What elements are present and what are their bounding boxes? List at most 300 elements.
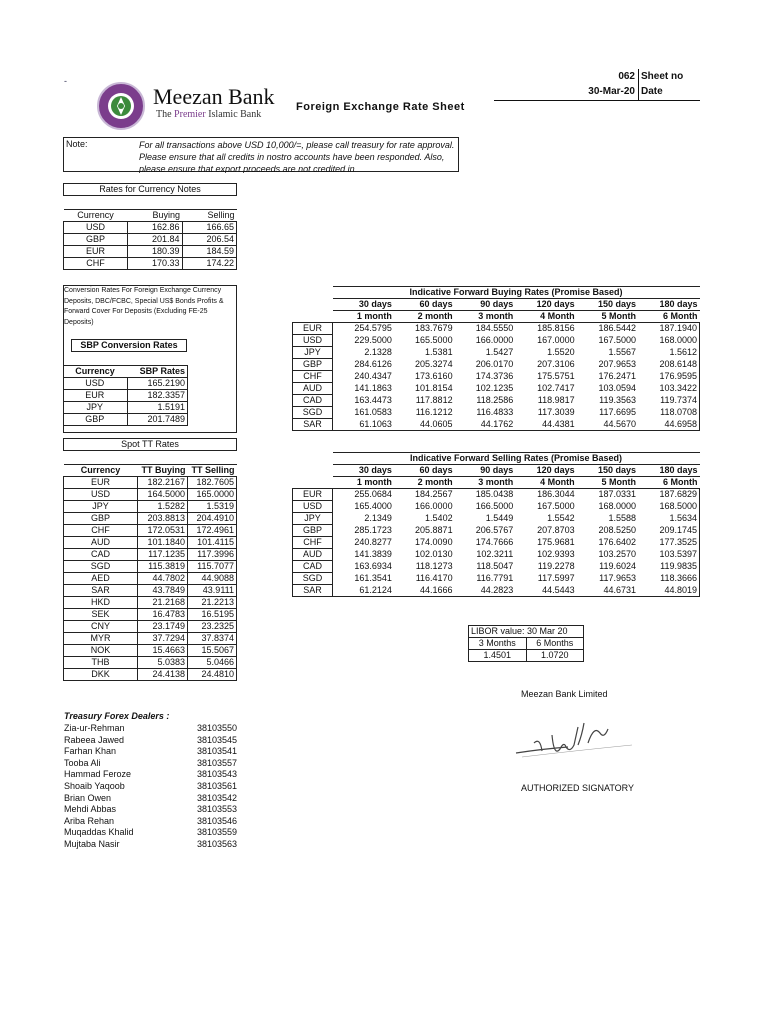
list-item — [64, 827, 264, 839]
fwd-rate: 44.0605 — [394, 419, 455, 431]
fwd-rate: 207.3106 — [537, 359, 575, 369]
tt-selling: 21.2213 — [188, 597, 237, 609]
fwd-rate: 285.1723 — [354, 525, 392, 535]
fwd-rate: 207.8703 — [537, 525, 575, 535]
fwd-rate: 240.8277 — [354, 537, 392, 547]
fwd-rate: 44.4381 — [515, 419, 576, 431]
fwd-rate: 103.0594 — [598, 383, 637, 393]
fwd-rate: 176.9595 — [638, 371, 699, 383]
dealer-name: Shoaib Yaqoob — [64, 780, 125, 791]
fwd-rate: 184.5550 — [475, 323, 514, 334]
table-row — [293, 383, 700, 395]
fwd-rate: 165.5000 — [415, 335, 453, 345]
cn-buying: 201.84 — [128, 234, 183, 246]
fwd-rate: 161.3541 — [354, 573, 392, 583]
table-row — [63, 390, 188, 402]
fwd-days-header: 180 days — [638, 465, 699, 477]
fwd-month-header: 3 month — [455, 311, 516, 323]
fwd-rate: 183.7679 — [415, 323, 453, 334]
fwd-rate: 2.1349 — [364, 513, 392, 523]
tt-buying: 43.7849 — [138, 585, 188, 597]
table-row — [64, 477, 237, 489]
cn-buying: 180.39 — [128, 246, 183, 258]
dealer-phone: 38103557 — [197, 757, 238, 768]
table-row — [64, 258, 237, 270]
fwd-currency: CAD — [293, 561, 333, 573]
table-row — [293, 395, 700, 407]
fwd-rate: 1.5588 — [608, 513, 637, 523]
tt-selling: 15.5067 — [188, 645, 237, 657]
cn-selling: 184.59 — [182, 246, 237, 258]
cn-selling: 206.54 — [182, 234, 237, 246]
fwd-rate: 117.8812 — [415, 395, 453, 405]
dealer-phone: 38103543 — [197, 769, 238, 780]
tt-buying: 21.2168 — [138, 597, 188, 609]
date-value: 30-Mar-20 — [588, 86, 635, 97]
forward-buying-table — [292, 286, 700, 431]
tt-buying: 5.0383 — [138, 657, 188, 669]
fwd-rate: 119.6024 — [599, 561, 637, 571]
libor-3m-value: 1.4501 — [469, 650, 527, 662]
tt-selling: 204.4910 — [188, 513, 237, 525]
cn-currency: GBP — [64, 234, 128, 246]
cn-header-selling: Selling — [182, 210, 237, 222]
tt-selling: 182.7605 — [188, 477, 237, 489]
table-row — [64, 537, 237, 549]
fwd-rate: 117.9653 — [599, 573, 637, 583]
table-row — [64, 585, 237, 597]
cn-currency: CHF — [64, 258, 128, 270]
fwd-days-header: 150 days — [577, 465, 638, 477]
list-item — [64, 746, 264, 758]
sbp-currency: USD — [63, 378, 127, 390]
fwd-rate: 117.3039 — [537, 407, 575, 417]
bank-logo — [97, 82, 145, 130]
fwd-rate: 167.0000 — [537, 335, 575, 345]
fwd-rate: 119.9835 — [638, 561, 699, 573]
fwd-currency: JPY — [293, 347, 333, 359]
list-item — [64, 735, 264, 747]
sbp-rate: 1.5191 — [127, 402, 188, 414]
page-title: Foreign Exchange Rate Sheet — [296, 101, 465, 113]
list-item — [64, 769, 264, 781]
fwd-rate: 44.6958 — [638, 419, 699, 431]
tt-currency: GBP — [64, 513, 138, 525]
dealer-name: Tooba Ali — [64, 757, 101, 768]
spot-tt-table — [63, 464, 237, 681]
fwd-rate: 44.2823 — [455, 585, 516, 597]
signatory-label: AUTHORIZED SIGNATORY — [521, 783, 635, 793]
sbp-header-rates: SBP Rates — [127, 366, 188, 378]
fwd-rate: 254.5795 — [354, 323, 392, 334]
tt-currency: SAR — [64, 585, 138, 597]
fwd-rate: 284.6126 — [354, 359, 392, 369]
table-row — [64, 549, 237, 561]
fwd-rate: 103.2570 — [598, 549, 637, 559]
fwd-rate: 163.4473 — [354, 395, 392, 405]
fwd-month-header: 1 month — [333, 311, 394, 323]
dealer-phone: 38103563 — [197, 838, 238, 849]
table-row — [293, 573, 700, 585]
fwd-days-header: 120 days — [515, 299, 576, 311]
table-row — [293, 489, 700, 501]
tt-buying: 24.4138 — [138, 669, 188, 681]
dealer-name: Hammad Feroze — [64, 769, 132, 780]
sbp-rate: 165.2190 — [127, 378, 188, 390]
table-row — [293, 561, 700, 573]
fwd-rate: 167.5000 — [598, 335, 637, 345]
fwd-days-header: 60 days — [394, 465, 455, 477]
sbp-rate: 201.7489 — [127, 414, 188, 426]
currency-notes-table — [63, 209, 237, 270]
libor-6m-value: 1.0720 — [526, 650, 584, 662]
fwd-rate: 1.5381 — [425, 347, 453, 357]
table-row — [63, 378, 188, 390]
libor-title: LIBOR value: 30 Mar 20 — [469, 626, 584, 638]
libor-box — [468, 625, 584, 662]
dealer-phone: 38103546 — [197, 815, 238, 826]
fwd-rate: 174.3736 — [475, 371, 514, 381]
table-row — [64, 501, 237, 513]
table-row — [64, 597, 237, 609]
tt-currency: AUD — [64, 537, 138, 549]
fwd-rate: 205.8871 — [415, 525, 453, 535]
fwd-rate: 1.5427 — [485, 347, 514, 357]
dealer-phone: 38103550 — [197, 723, 238, 733]
fwd-rate: 61.2124 — [333, 585, 394, 597]
tt-buying: 37.7294 — [138, 633, 188, 645]
tt-buying: 23.1749 — [138, 621, 188, 633]
tt-buying: 16.4783 — [138, 609, 188, 621]
fwd-rate: 229.5000 — [354, 335, 392, 345]
table-row — [64, 645, 237, 657]
spot-tt-title: Spot TT Rates — [63, 438, 237, 451]
dealer-name: Mehdi Abbas — [64, 804, 117, 815]
tt-selling: 23.2325 — [188, 621, 237, 633]
fwd-buy-title: Indicative Forward Buying Rates (Promise Based) — [333, 287, 700, 299]
dealer-phone: 38103545 — [197, 734, 238, 745]
tt-buying: 203.8813 — [138, 513, 188, 525]
fwd-rate: 186.5442 — [598, 323, 637, 334]
tt-selling: 101.4115 — [188, 537, 237, 549]
fwd-rate: 168.0000 — [638, 335, 699, 347]
date-label: Date — [641, 86, 663, 97]
sheet-no-label: Sheet no — [641, 71, 684, 82]
fwd-rate: 119.3563 — [599, 395, 637, 405]
sbp-currency: EUR — [63, 390, 127, 402]
fwd-rate: 102.7417 — [537, 383, 575, 393]
list-item — [64, 804, 264, 816]
table-row — [293, 525, 700, 537]
fwd-rate: 207.9653 — [598, 359, 637, 369]
dealer-name: Rabeea Jawed — [64, 734, 125, 745]
table-row — [64, 633, 237, 645]
header-rule — [494, 100, 700, 101]
table-row — [64, 489, 237, 501]
table-row — [64, 222, 237, 234]
fwd-rate: 44.1666 — [394, 585, 455, 597]
fwd-rate: 187.1940 — [638, 323, 699, 335]
fwd-days-header: 30 days — [333, 465, 394, 477]
fwd-rate: 117.5997 — [537, 573, 575, 583]
fwd-rate: 116.4170 — [415, 573, 453, 583]
fwd-rate: 102.0130 — [415, 549, 453, 559]
table-row — [64, 246, 237, 258]
tt-buying: 172.0531 — [138, 525, 188, 537]
fwd-rate: 177.3525 — [638, 537, 699, 549]
dealers-title: Treasury Forex Dealers : — [64, 711, 170, 721]
tt-buying: 115.3819 — [138, 561, 188, 573]
fwd-currency: SGD — [293, 407, 333, 419]
fwd-days-header: 30 days — [333, 299, 394, 311]
table-row — [63, 414, 188, 426]
tt-currency: DKK — [64, 669, 138, 681]
cn-buying: 162.86 — [128, 222, 183, 234]
table-row — [293, 549, 700, 561]
fwd-rate: 208.5250 — [598, 525, 637, 535]
fwd-rate: 116.7791 — [476, 573, 514, 583]
fwd-rate: 118.5047 — [476, 561, 514, 571]
list-item — [64, 758, 264, 770]
fwd-month-header: 5 Month — [577, 477, 638, 489]
table-row — [293, 323, 700, 335]
fwd-rate: 167.5000 — [537, 501, 575, 511]
fwd-rate: 1.5402 — [425, 513, 453, 523]
tt-header-selling: TT Selling — [188, 465, 237, 477]
fwd-month-header: 4 Month — [515, 477, 576, 489]
fwd-rate: 44.5670 — [577, 419, 638, 431]
fwd-month-header: 4 Month — [515, 311, 576, 323]
tt-currency: SEK — [64, 609, 138, 621]
tt-selling: 37.8374 — [188, 633, 237, 645]
fwd-rate: 1.5449 — [485, 513, 514, 523]
tt-currency: HKD — [64, 597, 138, 609]
tt-currency: CNY — [64, 621, 138, 633]
dealer-phone: 38103553 — [197, 804, 238, 815]
list-item — [64, 793, 264, 805]
fwd-rate: 118.0708 — [638, 407, 699, 419]
fwd-rate: 2.1328 — [364, 347, 392, 357]
table-row — [293, 419, 700, 431]
fwd-rate: 209.1745 — [638, 525, 699, 537]
dealer-phone: 38103559 — [197, 827, 238, 838]
fwd-rate: 166.5000 — [475, 501, 514, 511]
fwd-days-header: 90 days — [455, 465, 516, 477]
tt-buying: 164.5000 — [138, 489, 188, 501]
fwd-rate: 184.2567 — [415, 489, 453, 500]
fwd-month-header: 3 month — [455, 477, 516, 489]
fwd-month-header: 1 month — [333, 477, 394, 489]
fwd-rate: 1.5520 — [547, 347, 575, 357]
tt-currency: JPY — [64, 501, 138, 513]
currency-notes-title: Rates for Currency Notes — [63, 183, 237, 196]
fwd-rate: 44.8019 — [638, 585, 699, 597]
cn-header-currency: Currency — [64, 210, 128, 222]
tt-buying: 44.7802 — [138, 573, 188, 585]
list-item — [64, 781, 264, 793]
fwd-rate: 102.1235 — [475, 383, 514, 393]
table-row — [64, 234, 237, 246]
fwd-rate: 119.2278 — [537, 561, 575, 571]
sbp-rate: 182.3357 — [127, 390, 188, 402]
table-row — [293, 537, 700, 549]
fwd-rate: 175.9681 — [537, 537, 575, 547]
sbp-title: SBP Conversion Rates — [71, 339, 187, 352]
fwd-month-header: 6 Month — [638, 477, 699, 489]
fwd-rate: 44.1762 — [455, 419, 516, 431]
fwd-rate: 206.5767 — [475, 525, 514, 535]
sheet-divider — [638, 69, 639, 101]
fwd-rate: 102.9393 — [537, 549, 575, 559]
fwd-currency: JPY — [293, 513, 333, 525]
dealer-name: Ariba Rehan — [64, 815, 115, 826]
table-row — [293, 501, 700, 513]
table-row — [64, 621, 237, 633]
fwd-rate: 161.0583 — [354, 407, 392, 417]
fwd-days-header: 60 days — [394, 299, 455, 311]
fwd-currency: SAR — [293, 419, 333, 431]
fwd-month-header: 2 month — [394, 311, 455, 323]
note-text: For all transactions above USD 10,000/=, please call treasury for rate approval. Please ensure that all credits in nostro accounts have been responded. Also, please ensure that export proceeds are not credited in — [139, 140, 455, 173]
fwd-rate: 102.3211 — [476, 549, 514, 559]
tt-currency: USD — [64, 489, 138, 501]
fwd-currency: SGD — [293, 573, 333, 585]
tt-buying: 182.2167 — [138, 477, 188, 489]
fwd-currency: CAD — [293, 395, 333, 407]
fwd-month-header: 5 Month — [577, 311, 638, 323]
fwd-rate: 1.5634 — [638, 513, 699, 525]
fwd-rate: 208.6148 — [638, 359, 699, 371]
fwd-rate: 118.9817 — [537, 395, 575, 405]
fwd-rate: 166.0000 — [415, 501, 453, 511]
fwd-rate: 1.5567 — [608, 347, 637, 357]
table-row — [293, 359, 700, 371]
tt-header-buying: TT Buying — [138, 465, 188, 477]
table-row — [293, 407, 700, 419]
fwd-rate: 141.3839 — [354, 549, 392, 559]
fwd-rate: 116.4833 — [476, 407, 514, 417]
fwd-currency: AUD — [293, 549, 333, 561]
dealer-name: Muqaddas Khalid — [64, 827, 134, 838]
table-row — [293, 585, 700, 597]
fwd-rate: 61.1063 — [333, 419, 394, 431]
table-row — [293, 513, 700, 525]
table-row — [64, 657, 237, 669]
table-row — [293, 347, 700, 359]
libor-3m-header: 3 Months — [469, 638, 527, 650]
dealer-name: Brian Owen — [64, 792, 112, 803]
fwd-rate: 187.6829 — [638, 489, 699, 501]
signatory-company: Meezan Bank Limited — [521, 689, 608, 699]
fwd-currency: CHF — [293, 537, 333, 549]
cn-currency: EUR — [64, 246, 128, 258]
fwd-rate: 163.6934 — [354, 561, 392, 571]
fwd-rate: 116.1212 — [415, 407, 453, 417]
fwd-rate: 1.5542 — [547, 513, 575, 523]
tt-currency: NOK — [64, 645, 138, 657]
cn-selling: 166.65 — [182, 222, 237, 234]
fwd-rate: 119.7374 — [638, 395, 699, 407]
conversion-note: Conversion Rates For Foreign Exchange Currency Deposits, DBC/FCBC, Special US$ Bonds Profits & Forward Cover For Deposits (Excluding FE-25 Deposits) — [64, 287, 224, 326]
fwd-rate: 186.3044 — [537, 489, 575, 500]
cn-currency: USD — [64, 222, 128, 234]
dealers-list — [64, 723, 264, 851]
stray-dash: - — [64, 76, 67, 86]
fwd-rate: 168.5000 — [638, 501, 699, 513]
fwd-month-header: 2 month — [394, 477, 455, 489]
bank-name: Meezan Bank — [153, 84, 275, 109]
fwd-currency: SAR — [293, 585, 333, 597]
dealer-phone: 38103542 — [197, 792, 238, 803]
tt-selling: 44.9088 — [188, 573, 237, 585]
fwd-rate: 103.5397 — [638, 549, 699, 561]
tt-currency: CHF — [64, 525, 138, 537]
tt-buying: 15.4663 — [138, 645, 188, 657]
fwd-rate: 240.4347 — [354, 371, 392, 381]
table-row — [293, 371, 700, 383]
dealer-phone: 38103541 — [197, 746, 238, 757]
fwd-currency: CHF — [293, 371, 333, 383]
tt-buying: 1.5282 — [138, 501, 188, 513]
fwd-month-header: 6 Month — [638, 311, 699, 323]
tt-header-currency: Currency — [64, 465, 138, 477]
note-label: Note: — [66, 139, 88, 149]
dealer-phone: 38103561 — [197, 780, 238, 791]
fwd-days-header: 90 days — [455, 299, 516, 311]
fwd-currency: EUR — [293, 323, 333, 335]
tt-selling: 43.9111 — [188, 585, 237, 597]
fwd-rate: 185.8156 — [537, 323, 575, 334]
list-item — [64, 816, 264, 828]
tt-buying: 117.1235 — [138, 549, 188, 561]
tt-selling: 115.7077 — [188, 561, 237, 573]
fwd-rate: 187.0331 — [598, 489, 637, 500]
fwd-currency: AUD — [293, 383, 333, 395]
sheet-no-value: 062 — [618, 71, 635, 82]
table-row — [64, 669, 237, 681]
fwd-rate: 165.4000 — [354, 501, 392, 511]
fwd-rate: 206.0170 — [475, 359, 514, 369]
fwd-sell-title: Indicative Forward Selling Rates (Promise Based) — [333, 453, 700, 465]
fwd-rate: 176.2471 — [598, 371, 637, 381]
fwd-rate: 118.3666 — [638, 573, 699, 585]
tt-selling: 117.3996 — [188, 549, 237, 561]
fwd-rate: 173.6160 — [415, 371, 453, 381]
sbp-table — [63, 365, 188, 426]
tt-selling: 24.4810 — [188, 669, 237, 681]
dealer-name: Farhan Khan — [64, 746, 117, 757]
fwd-rate: 118.2586 — [476, 395, 514, 405]
table-row — [64, 525, 237, 537]
tt-selling: 172.4961 — [188, 525, 237, 537]
tt-selling: 1.5319 — [188, 501, 237, 513]
fwd-rate: 176.6402 — [598, 537, 637, 547]
tt-buying: 101.1840 — [138, 537, 188, 549]
fwd-currency: GBP — [293, 525, 333, 537]
table-row — [63, 402, 188, 414]
sbp-currency: GBP — [63, 414, 127, 426]
tt-currency: THB — [64, 657, 138, 669]
forward-selling-table — [292, 452, 700, 597]
fwd-rate: 103.3422 — [638, 383, 699, 395]
cn-selling: 174.22 — [182, 258, 237, 270]
fwd-rate: 168.0000 — [598, 501, 637, 511]
fwd-rate: 1.5612 — [638, 347, 699, 359]
fwd-days-header: 180 days — [638, 299, 699, 311]
tt-currency: AED — [64, 573, 138, 585]
fwd-days-header: 150 days — [577, 299, 638, 311]
fwd-rate: 44.5443 — [515, 585, 576, 597]
